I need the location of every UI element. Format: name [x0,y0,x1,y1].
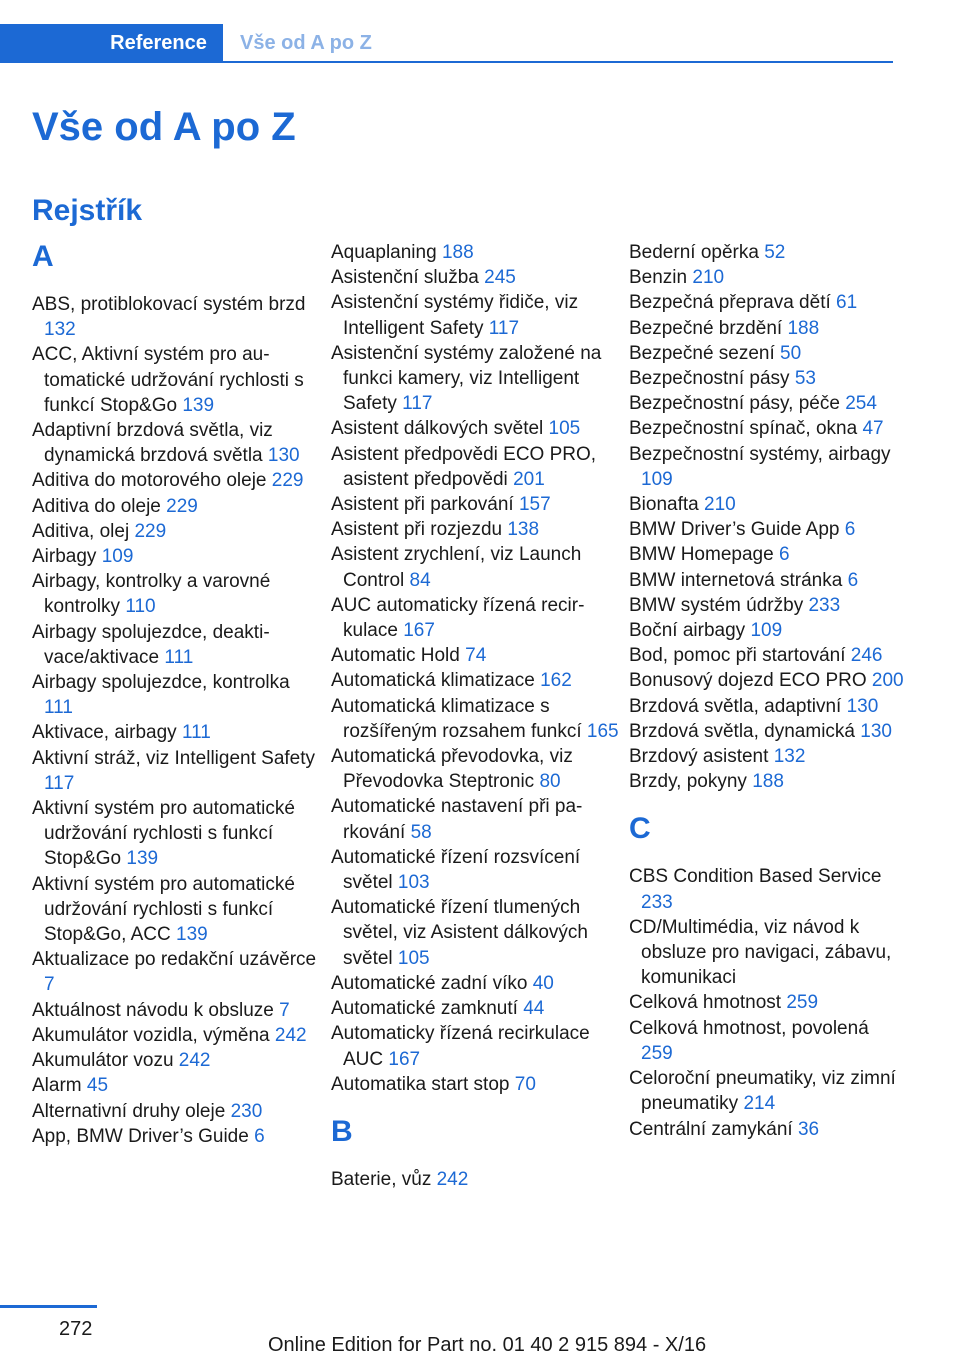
index-entry-term: Aditiva do oleje [32,495,161,517]
index-page-link[interactable]: 229 [271,470,304,492]
index-page-link[interactable]: 109 [641,468,673,490]
index-entry-term: Asistent dálkových světel [331,418,544,440]
index-page-link[interactable]: 58 [410,821,432,843]
index-entry-term: Celková hmotnost [629,992,782,1014]
header-rule [0,61,893,63]
index-page-link[interactable]: 139 [126,848,159,870]
index-entry-term: Automatic Hold [331,645,460,667]
page-title: Vše od A po Z [32,105,296,149]
index-page-link[interactable]: 233 [808,594,841,616]
index-entry [32,468,322,493]
index-entry [331,794,621,844]
index-entry [331,442,621,492]
index-entry-term: Automatická převodovka, viz Převodovka Steptronic [331,746,573,793]
index-page-link[interactable]: 52 [764,242,786,263]
index-entry-term: Automatická klimatizace [331,670,535,692]
index-entry [629,391,904,416]
index-entry-term: Asistent při rozjezdu [331,519,503,541]
index-entry-term: Aktualizace po redakční uzávěrce [32,949,317,971]
index-entry [32,947,322,997]
index-page-link[interactable]: 50 [780,342,802,364]
index-page-link[interactable]: 110 [125,596,156,618]
index-entry-term: Asistent při parkování [331,494,514,516]
header-bar-left [0,24,94,63]
index-page-link[interactable]: 259 [641,1042,673,1064]
index-entry [629,1066,904,1116]
index-page-link[interactable]: 246 [850,645,883,667]
index-page-link[interactable]: 109 [101,546,134,568]
index-entry [32,670,322,720]
index-entry [629,341,904,366]
index-entry [629,240,904,265]
index-entry-term: Asistent zrychlení, viz Launch Control [331,544,582,591]
index-entry [331,744,621,794]
index-entry-term: CBS Condition Based Service [629,866,882,888]
index-entry [629,719,904,744]
index-entry [629,744,904,769]
index-page-link[interactable]: 139 [176,924,208,946]
index-entry [331,341,621,417]
index-entry [331,542,621,592]
index-page-link[interactable]: 105 [397,947,430,969]
index-entry [629,668,904,693]
index-entry-term: Brzdy, pokyny [629,771,747,793]
index-entry [32,620,322,670]
index-entry-term: BMW Homepage [629,544,774,566]
index-entry-term: BMW internetová stránka [629,569,843,591]
index-entry-term: Automatické řízení tlumených světel, viz Asistent dálkových světel [331,897,588,969]
index-page-link[interactable]: 70 [514,1073,536,1095]
index-page-link[interactable]: 130 [267,445,300,467]
index-page-link[interactable]: 84 [409,569,431,591]
index-page-link[interactable]: 111 [181,722,211,744]
index-entry-term: Airbagy, kontrolky a varovné kontrolky [32,571,271,618]
index-entry [331,1167,621,1192]
index-page-link[interactable]: 117 [488,317,520,339]
index-entry [331,517,621,542]
index-entry-term: Bezpečná přeprava dětí [629,292,831,314]
index-entry-term: Asistenční služba [331,267,479,289]
index-entry-term: Automatická klimatizace s rozšířeným rozsahem funkcí [331,695,582,742]
index-page-link[interactable]: 245 [484,267,516,289]
index-entry [32,1073,322,1098]
index-entry-term: Alarm [32,1075,82,1097]
index-entry [32,998,322,1023]
index-page-link[interactable]: 162 [540,670,572,692]
index-page-link[interactable]: 117 [44,772,75,794]
index-entry-term: Aktivní stráž, viz Intelligent Safety [32,747,316,769]
index-entry-term: BMW systém údržby [629,594,804,616]
index-entry [331,845,621,895]
index-entry-term: Airbagy spolujezdce, kontrolka [32,672,290,694]
index-entry [32,292,322,342]
index-entry-term: ABS, protiblokovací systém brzd [32,294,306,315]
index-entry [331,593,621,643]
index-entry [331,1072,621,1097]
index-page-link[interactable]: 229 [134,520,167,542]
index-entry-term: Alternativní druhy oleje [32,1100,226,1122]
index-page-link[interactable]: 242 [274,1024,307,1046]
index-entry [629,990,904,1015]
index-page-link[interactable]: 36 [797,1118,820,1140]
index-page-link[interactable]: 214 [743,1093,776,1115]
index-page-link[interactable]: 53 [794,368,816,390]
index-page-link[interactable]: 188 [787,317,820,339]
index-entry [629,593,904,618]
index-entry [331,996,621,1021]
index-entry [32,569,322,619]
index-page-link[interactable]: 130 [860,720,892,742]
index-entry [629,864,904,914]
index-entry-term: Brzdová světla, adaptivní [629,695,842,717]
index-page-link[interactable]: 103 [397,872,430,894]
index-page-link[interactable]: 139 [182,394,215,416]
index-page-link[interactable]: 210 [692,267,725,289]
index-page-link[interactable]: 132 [44,319,76,341]
index-page-link[interactable]: 6 [254,1125,265,1147]
page-number: 272 [59,1318,93,1340]
index-entry-term: App, BMW Driver’s Guide [32,1125,249,1147]
index-entry-term: Bezpečnostní spínač, okna [629,418,858,440]
tab-reference[interactable]: Reference [94,24,223,63]
index-entry [629,492,904,517]
index-entry-term: Asistenční systémy založené na funkci kamery, viz Intelligent Safety [331,342,602,415]
index-entry [32,720,322,745]
index-page-link[interactable]: 201 [513,468,545,490]
index-entry-term: Bezpečné brzdění [629,317,783,339]
index-entry [629,290,904,315]
index-entry [331,694,621,744]
index-entry [629,416,904,441]
index-page-link[interactable]: 74 [465,645,487,667]
index-page-link[interactable]: 45 [86,1075,109,1097]
index-page-link[interactable]: 242 [436,1168,469,1190]
index-page-link[interactable]: 233 [641,891,673,913]
index-entry-term: Benzin [629,267,688,289]
index-entry-term: Celková hmotnost, povolená [629,1017,869,1039]
index-entry [32,1124,322,1149]
index-entry [32,872,322,948]
index-page-link[interactable]: 254 [845,393,877,415]
index-entry [331,290,621,340]
index-entry [331,416,621,441]
index-page-link[interactable]: 44 [523,998,545,1020]
index-entry-term: Brzdová světla, dynamická [629,720,855,742]
index-entry [629,618,904,643]
index-entry-term: Boční airbagy [629,620,746,642]
index-entry-term: Aktuálnost návodu k obsluze [32,999,274,1021]
index-entry-term: Automatické zamknutí [331,998,518,1020]
index-page-link[interactable]: 165 [586,720,619,742]
index-entry [629,915,904,991]
index-page-link[interactable]: 6 [778,544,790,566]
index-entry [32,418,322,468]
index-page-link[interactable]: 242 [178,1050,211,1072]
index-page-link[interactable]: 130 [846,695,879,717]
index-page-link[interactable]: 188 [752,771,784,793]
index-entry-term: CD/Multimédia, viz návod k obsluze pro navigaci, zábavu, komunikaci [629,916,892,989]
index-entry-term: Aditiva do motorového oleje [32,470,267,492]
index-entry-term: Bonusový dojezd ECO PRO [629,670,867,692]
index-entry-term: Celoroční pneumatiky, viz zimní pneumatiky [629,1068,896,1115]
index-entry-term: Automatika start stop [331,1073,510,1095]
index-entry-term: Automatické řízení rozsvícení světel [331,846,581,894]
index-entry-term: Automatické nastavení při parkování [331,796,583,843]
index-entry-term: Bod, pomoc při startování [629,645,846,667]
index-column-3 [629,240,904,1142]
index-entry [331,643,621,668]
index-entry [629,442,904,492]
edition-footer: Online Edition for Part no. 01 40 2 915 894 - X/16 [268,1334,707,1356]
index-entry [331,240,621,265]
index-entry [331,895,621,971]
section-title: Rejstřík [32,194,143,227]
index-page-link[interactable]: 7 [44,974,55,996]
index-entry [32,342,322,418]
index-entry-term: Bezpečné sezení [629,342,775,364]
index-page-link[interactable]: 229 [166,495,198,517]
index-entry-term: Automaticky řízená recirkulace AUC [331,1023,590,1070]
index-entry-term: Airbagy spolujezdce, deaktivace/aktivace [32,621,270,668]
index-page-link[interactable]: 7 [279,999,290,1021]
index-entry [32,746,322,796]
index-page-link[interactable]: 6 [847,569,859,591]
index-page-link[interactable]: 157 [518,494,551,516]
index-entry-term: Bezpečnostní systémy, airbagy [629,443,891,465]
index-entry-term: ACC, Aktivní systém pro automatické udržování rychlosti s funkcí Stop&Go [32,344,304,416]
index-page-link[interactable]: 6 [844,519,856,541]
index-letter-b: B [331,1114,353,1148]
index-entry [629,769,904,794]
index-page-link[interactable]: 132 [773,746,806,768]
index-entry [331,668,621,693]
index-entry-term: AUC automaticky řízená recirkulace [331,594,585,642]
index-page-link[interactable]: 138 [507,519,540,541]
footer-rule [0,1305,97,1308]
index-entry-term: Bezpečnostní pásy [629,368,790,390]
index-entry-term: Adaptivní brzdová světla, viz dynamická brzdová světla [32,420,273,467]
index-page-link[interactable]: 200 [871,670,904,692]
index-entry [32,519,322,544]
index-entry [629,542,904,567]
index-entry [629,568,904,593]
index-entry-term: Brzdový asistent [629,746,769,768]
index-page-link[interactable]: 167 [403,620,435,642]
index-page-link[interactable]: 167 [388,1048,421,1070]
index-page-link[interactable]: 111 [164,646,194,668]
index-page-link[interactable]: 259 [786,992,819,1014]
index-entry-term: Aktivní systém pro automatické udržování rychlosti s funkcí Stop&Go [32,798,295,870]
index-page-link[interactable]: 230 [230,1100,263,1122]
index-entry [32,544,322,569]
index-entry-term: BMW Driver’s Guide App [629,519,840,541]
index-entry-term: Aktivní systém pro automatické udržování rychlosti s funkcí Stop&Go, ACC [32,873,295,946]
index-page-link[interactable]: 80 [539,771,561,793]
index-entry-term: Aktivace, airbagy [32,722,177,744]
index-entry-term: Bederní opěrka [629,242,759,263]
index-page-link[interactable]: 111 [44,697,73,719]
index-entry [32,796,322,872]
index-entry-term: Automatické zadní víko [331,972,528,994]
index-entry-term: Baterie, vůz [331,1168,432,1190]
index-entry-term: Centrální zamykání [629,1118,793,1140]
index-entry-term: Bionafta [629,494,699,516]
index-entry-term: Bezpečnostní pásy, péče [629,393,840,415]
index-page-link[interactable]: 61 [836,292,858,314]
index-page-link[interactable]: 109 [750,620,783,642]
index-entry [629,366,904,391]
index-entry [32,1048,322,1073]
index-page-link[interactable]: 47 [862,418,884,440]
index-entry [629,316,904,341]
index-entry [32,494,322,519]
index-entry-term: Akumulátor vozu [32,1050,174,1072]
index-entry [629,1117,904,1142]
index-entry-term: Asistenční systémy řidiče, viz Intelligent Safety [331,292,579,339]
index-entry-term: Airbagy [32,546,97,568]
index-column-2 [331,240,621,1192]
index-entry [331,1021,621,1071]
index-entry [629,643,904,668]
index-entry [32,1099,322,1124]
index-entry [629,694,904,719]
index-entry [331,265,621,290]
index-entry [629,517,904,542]
index-entry-term: Aditiva, olej [32,520,130,542]
index-entry-term: Aquaplaning [331,242,437,263]
index-letter-c: C [629,812,651,846]
index-page-link[interactable]: 188 [441,242,474,263]
index-entry-term: Akumulátor vozidla, výměna [32,1024,270,1046]
tab-a-to-z[interactable]: Vše od A po Z [240,32,372,54]
index-page-link[interactable]: 40 [532,972,554,994]
index-entry [629,265,904,290]
index-entry [629,1016,904,1066]
index-letter-a: A [32,240,54,273]
index-entry-term: Asistent předpovědi ECO PRO, asistent předpovědi [331,443,597,490]
index-page-link[interactable]: 105 [548,418,581,440]
index-entry [331,492,621,517]
index-entry [331,971,621,996]
index-page-link[interactable]: 210 [704,494,736,516]
index-entry [32,1023,322,1048]
index-page-link[interactable]: 117 [402,393,433,415]
index-column-1 [32,240,322,1149]
